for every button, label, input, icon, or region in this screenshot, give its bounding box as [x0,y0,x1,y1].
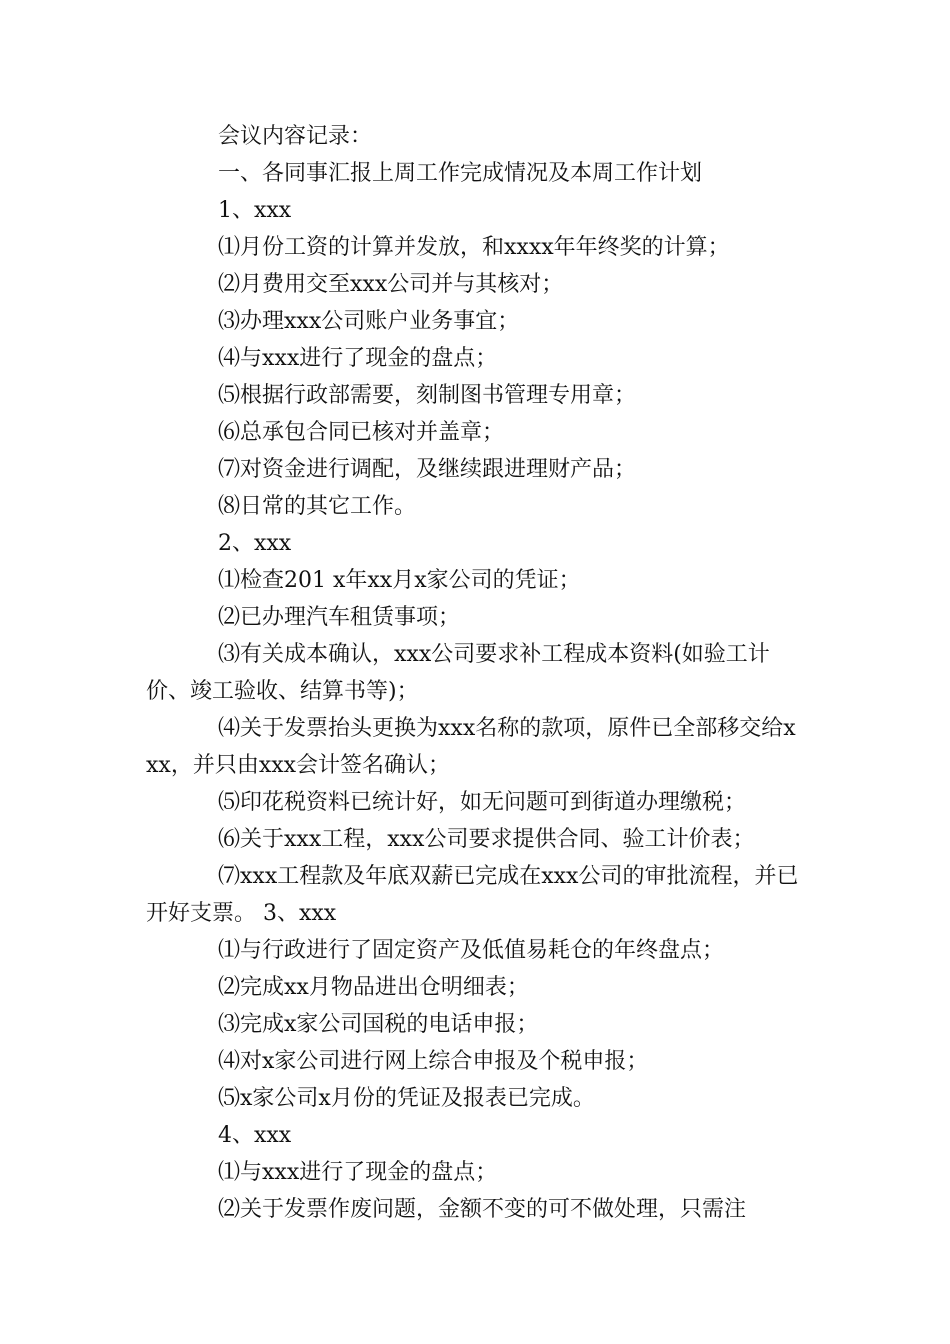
list-item: ⑹总承包合同已核对并盖章； [218,420,505,445]
list-item: ⑶有关成本确认，xxx公司要求补工程成本资料(如验工计价、竣工验收、结算书等)； [146,642,770,704]
list-item: ⑸印花税资料已统计好，如无问题可到街道办理缴税； [218,790,747,815]
list-item: ⑵完成xx月物品进出仓明细表； [218,975,529,1000]
document-body [146,118,806,1228]
list-item: ⑹关于xxx工程，xxx公司要求提供合同、验工计价表； [218,827,755,852]
heading-meeting-record: 会议内容记录： [218,124,373,149]
list-item: ⑻日常的其它工作。 [218,494,417,519]
list-item: ⑶办理xxx公司账户业务事宜； [218,309,520,334]
list-item: ⑺对资金进行调配，及继续跟进理财产品； [218,457,637,482]
list-item: ⑸x家公司x月份的凭证及报表已完成。 [218,1086,595,1111]
list-item: ⑵关于发票作废问题，金额不变的可不做处理，只需注 [218,1197,747,1222]
list-item: ⑺xxx工程款及年底双薪已完成在xxx公司的审批流程，并已开好支票。 3、xxx [146,864,799,926]
list-item: ⑴与xxx进行了现金的盘点； [218,1160,498,1185]
person-heading-4: 4、xxx [218,1123,292,1148]
list-item: ⑴检查201 x年xx月x家公司的凭证； [218,568,581,593]
list-item: ⑷与xxx进行了现金的盘点； [218,346,498,371]
list-item: ⑷关于发票抬头更换为xxx名称的款项，原件已全部移交给xxx，并只由xxx会计签名确认； [146,716,796,778]
list-item: ⑵月费用交至xxx公司并与其核对； [218,272,564,297]
list-item: ⑴月份工资的计算并发放，和xxxx年年终奖的计算； [218,235,730,260]
list-item: ⑴与行政进行了固定资产及低值易耗仓的年终盘点； [218,938,725,963]
list-item: ⑷对x家公司进行网上综合申报及个税申报； [218,1049,649,1074]
person-heading-1: 1、xxx [218,198,292,223]
section-heading-1: 一、各同事汇报上周工作完成情况及本周工作计划 [218,161,703,186]
list-item: ⑶完成x家公司国税的电话申报； [218,1012,539,1037]
list-item: ⑵已办理汽车租赁事项； [218,605,461,630]
person-heading-2: 2、xxx [218,531,292,556]
list-item: ⑸根据行政部需要，刻制图书管理专用章； [218,383,637,408]
